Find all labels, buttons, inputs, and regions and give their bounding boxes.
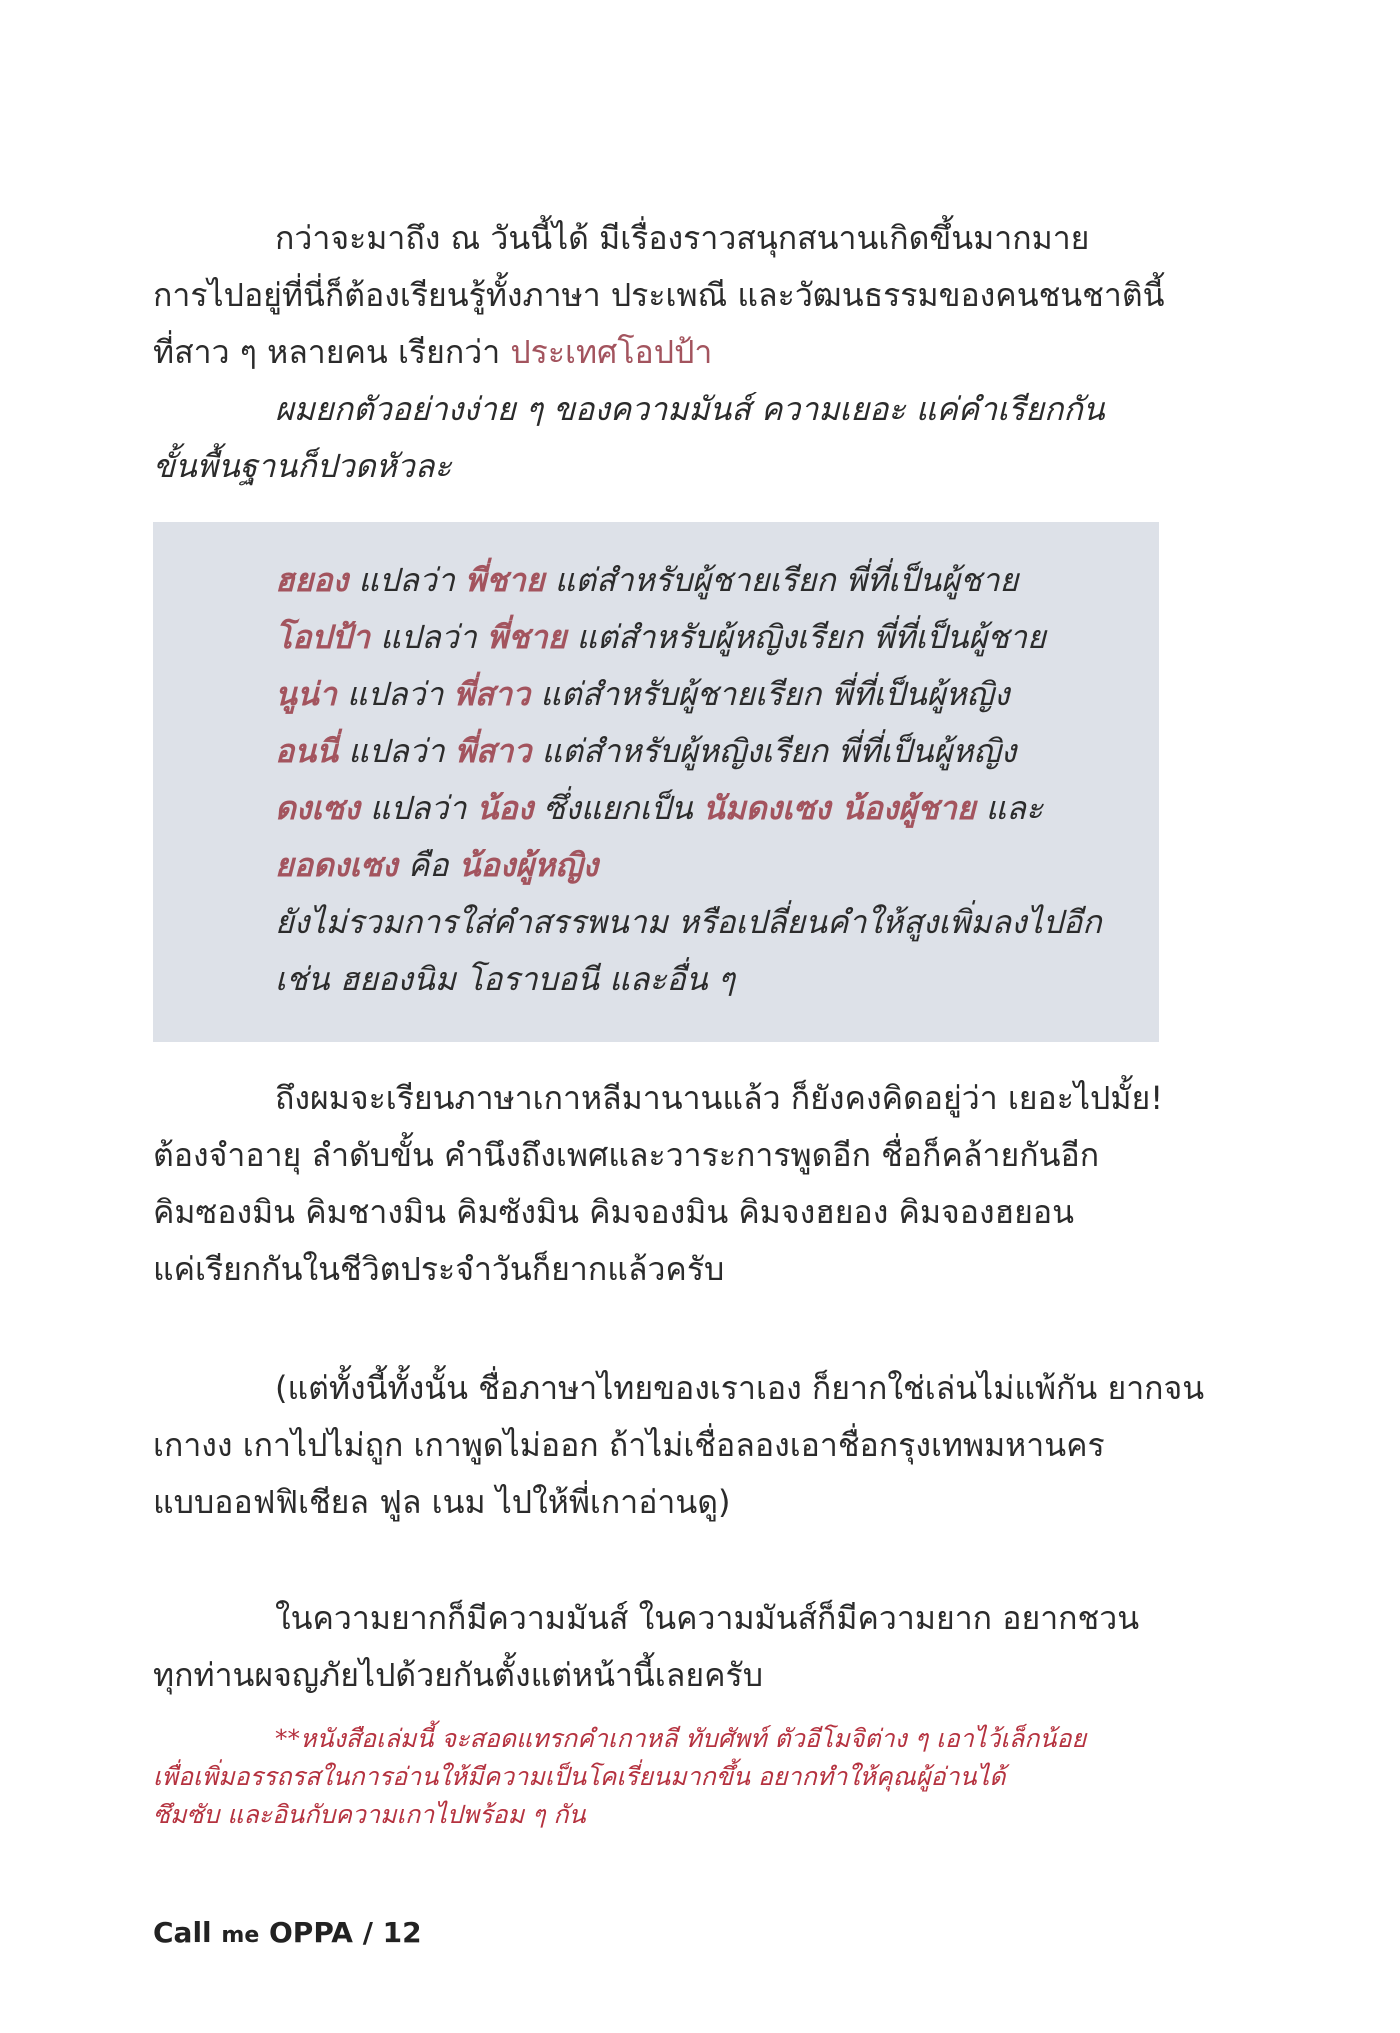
term-connector: แปลว่า [370, 618, 487, 656]
term-subtype: นัมดงเซง น้องผู้ชาย [702, 789, 976, 827]
term-connector: แปลว่า [337, 732, 455, 770]
footer-oppa: OPPA [269, 1916, 353, 1949]
footnote [153, 1720, 1159, 1834]
terms-list [275, 552, 1102, 1008]
footnote-line-1: **หนังสือเล่มนี้ จะสอดแทรกคำเกาหลี ทับศัพท์ ตัวอีโมจิต่าง ๆ เอาไว้เล็กน้อย [275, 1724, 1087, 1753]
term-row-oppa [275, 609, 1102, 666]
para2-line-3: คิมซองมิน คิมชางมิน คิมซังมิน คิมจองมิน คิมจงฮยอง คิมจองฮยอน [153, 1193, 1075, 1231]
term-word: นูน่า [275, 675, 337, 713]
intro-line-3 [153, 324, 1159, 381]
term-connector: ซึ่งแยกเป็น [533, 789, 703, 827]
term-word: อนนี่ [275, 732, 338, 770]
footnote-line-3: ซึมซับ และอินกับความเกาไปพร้อม ๆ กัน [153, 1800, 586, 1829]
term-description: แต่สำหรับผู้ชายเรียก พี่ที่เป็นผู้ชาย [544, 561, 1019, 599]
terms-extra-line-2: เช่น ฮยองนิม โอราบอนี และอื่น ๆ [275, 960, 735, 998]
term-row-noona [275, 666, 1102, 723]
term-meaning: น้องผู้หญิง [458, 846, 599, 884]
term-row-dongsaeng [275, 780, 1102, 837]
paragraph-2 [153, 1070, 1164, 1298]
page-footer [153, 1916, 422, 1949]
terms-box [153, 522, 1159, 1042]
term-word: ยอดงเซง [275, 846, 398, 884]
paragraph-4 [153, 1590, 1159, 1704]
term-connector: แปลว่า [336, 675, 454, 713]
term-word: โอปป้า [275, 618, 370, 656]
footnote-line-2: เพื่อเพิ่มอรรถรสในการอ่านให้มีความเป็นโคเรี่ยนมากขึ้น อยากทำให้คุณผู้อ่านได้ [153, 1762, 1006, 1791]
para4-line-2: ทุกท่านผจญภัยไปด้วยกันตั้งแต่หน้านี้เลยครับ [153, 1656, 763, 1694]
term-meaning: น้อง [476, 789, 534, 827]
intro-line-3-text: ที่สาว ๆ หลายคน เรียกว่า [153, 333, 511, 371]
oppa-country-highlight: ประเทศโอปป้า [510, 333, 713, 371]
term-meaning: พี่ชาย [486, 618, 567, 656]
term-description: และ [975, 789, 1044, 827]
intro-paragraph [153, 210, 1165, 495]
term-description: แต่สำหรับผู้ชายเรียก พี่ที่เป็นผู้หญิง [530, 675, 1010, 713]
para2-line-1: ถึงผมจะเรียนภาษาเกาหลีมานานแล้ว ก็ยังคงคิดอยู่ว่า เยอะไปมั้ย! [275, 1079, 1164, 1117]
paragraph-3 [153, 1360, 1205, 1531]
intro-line-4: ผมยกตัวอย่างง่าย ๆ ของความมันส์ ความเยอะ แค่คำเรียกกัน [275, 390, 1105, 428]
footer-call: Call [153, 1916, 212, 1949]
para2-line-2: ต้องจำอายุ ลำดับขั้น คำนึงถึงเพศและวาระการพูดอีก ชื่อก็คล้ายกันอีก [153, 1136, 1100, 1174]
term-meaning: พี่ชาย [464, 561, 545, 599]
term-row-unnie [275, 723, 1102, 780]
term-row-hyung [275, 552, 1102, 609]
term-meaning: พี่สาว [453, 675, 531, 713]
intro-line-2: การไปอยู่ที่นี่ก็ต้องเรียนรู้ทั้งภาษา ประเพณี และวัฒนธรรมของคนชนชาตินี้ [153, 276, 1165, 314]
term-row-yeodongsaeng [275, 837, 1102, 894]
terms-extra-line-1: ยังไม่รวมการใส่คำสรรพนาม หรือเปลี่ยนคำให้สูงเพิ่มลงไปอีก [275, 903, 1102, 941]
page-number: / 12 [362, 1916, 422, 1949]
term-connector: แปลว่า [348, 561, 465, 599]
term-connector: คือ [397, 846, 459, 884]
intro-line-5: ขั้นพื้นฐานก็ปวดหัวละ [153, 447, 452, 485]
intro-line-1: กว่าจะมาถึง ณ วันนี้ได้ มีเรื่องราวสนุกสนานเกิดขึ้นมากมาย [275, 219, 1090, 257]
para3-line-3: แบบออฟฟิเชียล ฟูล เนม ไปให้พี่เกาอ่านดู) [153, 1483, 731, 1521]
term-meaning: พี่สาว [454, 732, 532, 770]
para3-line-2: เกางง เกาไปไม่ถูก เกาพูดไม่ออก ถ้าไม่เชื่อลองเอาชื่อกรุงเทพมหานคร [153, 1426, 1105, 1464]
para3-line-1: (แต่ทั้งนี้ทั้งนั้น ชื่อภาษาไทยของเราเอง ก็ยากใช่เล่นไม่แพ้กัน ยากจน [275, 1369, 1205, 1407]
para4-line-1: ในความยากก็มีความมันส์ ในความมันส์ก็มีความยาก อยากชวน [275, 1599, 1140, 1637]
term-description: แต่สำหรับผู้หญิงเรียก พี่ที่เป็นผู้ชาย [566, 618, 1046, 656]
footer-me: me [221, 1923, 260, 1948]
term-word: ฮยอง [275, 561, 349, 599]
term-word: ดงเซง [275, 789, 360, 827]
para2-line-4: แค่เรียกกันในชีวิตประจำวันก็ยากแล้วครับ [153, 1250, 725, 1288]
term-connector: แปลว่า [359, 789, 477, 827]
term-description: แต่สำหรับผู้หญิงเรียก พี่ที่เป็นผู้หญิง [531, 732, 1017, 770]
